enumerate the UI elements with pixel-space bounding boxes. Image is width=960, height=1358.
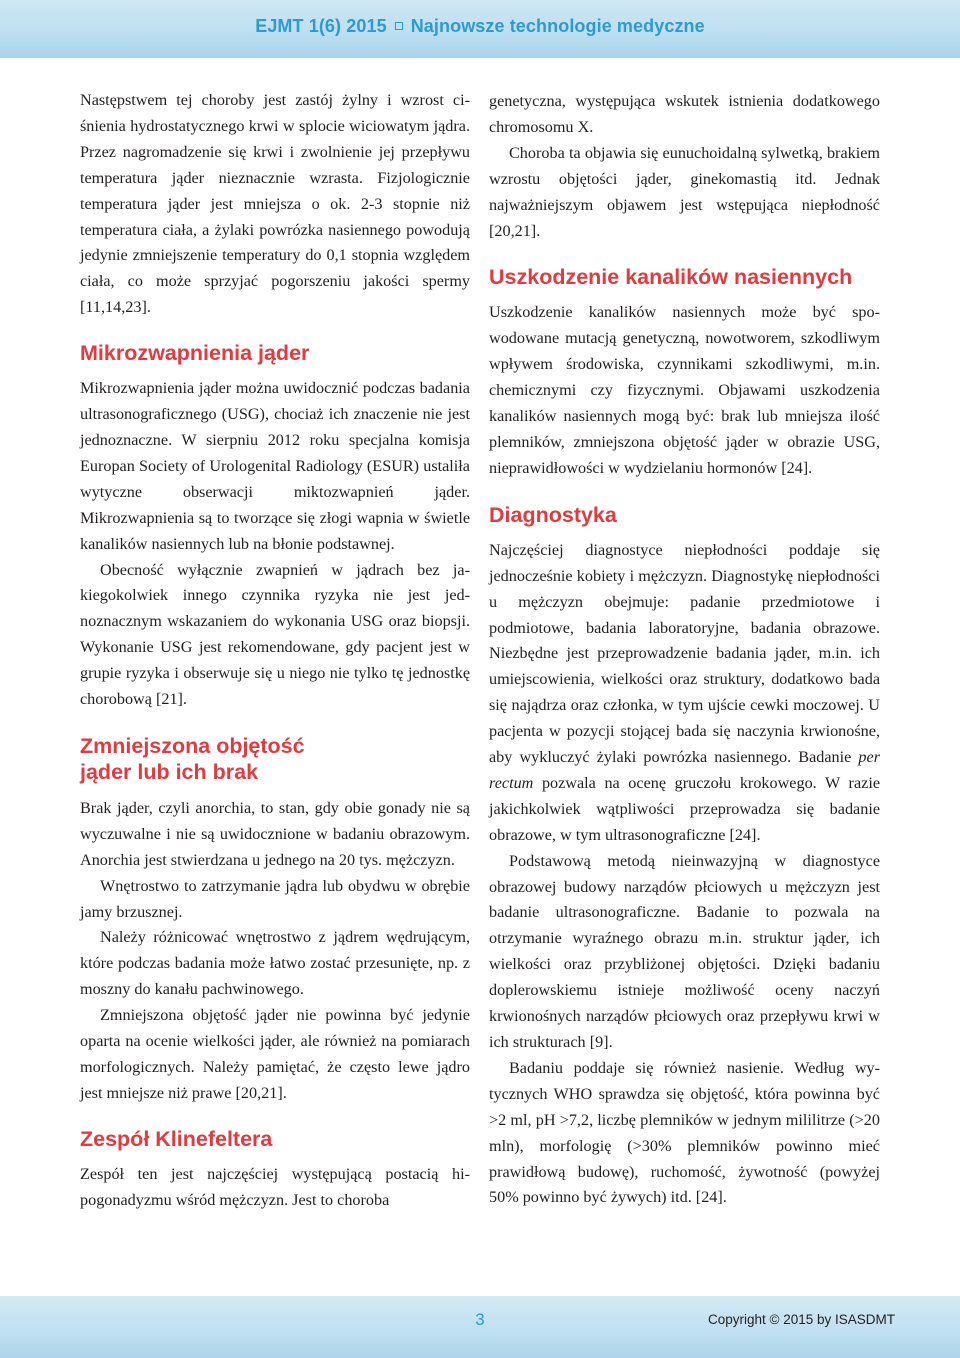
paragraph: Badaniu poddaje się również nasienie. Według wytycznych WHO sprawdza się objętość, która powinna być >2 ml, pH >7,2, liczbę plemników w jednym mililitrze (>20 mln), morfologię (>30% plemników powinno mieć prawidłową budowę), ruchomość, żywotność (powyżej 50% powinno być żywych) itd. [24]. bbox=[489, 1058, 880, 1207]
right-column bbox=[489, 89, 880, 1211]
heading-mikrozwapnienia: Mikrozwapnienia jąder bbox=[80, 341, 310, 366]
paragraph: Wnętrostwo to zatrzymanie jądra lub obydwu w obrębie jamy brzusznej. bbox=[80, 876, 470, 921]
square-bullet-icon bbox=[395, 22, 403, 30]
page-number: 3 bbox=[475, 1310, 485, 1329]
italic-term: per rectum bbox=[489, 748, 880, 792]
running-header bbox=[0, 16, 960, 37]
heading-zmniejszona-objetosc bbox=[80, 733, 470, 785]
journal-title: EJMT 1(6) 2015 bbox=[255, 16, 387, 36]
heading-line: Zmniejszona objętość bbox=[80, 733, 305, 758]
paragraph: Podstawową metodą nieinwazyjną w diagnostyce obrazowej budowy narządów płciowych u mężczyzn jest badanie ultrasonograficzne. Badanie to pozwala na otrzymanie wyraźnego obrazu m.in. struktur jąder, ich wielkości oraz przybliżonej objętości. Dzięki badaniu doplerowskiemu istnieje możliwość oceny naczyń krwionośnych narządów płciowych oraz przepływu krwi w ich strukturach [9]. bbox=[489, 851, 880, 1051]
left-column bbox=[80, 88, 470, 1214]
paragraph: Uszkodzenie kanalików nasiennych może być spowodowane mutacją genetyczną, nowotworem, szkodliwym wpływem środowiska, czynnikami szkodliwymi, m.in. chemicznymi czy fizycznymi. Objawami uszkodzenia kanalików nasiennych mogą być: brak lub mniejsza ilość plemników, zmniejszona objętość jąder w obrazie USG, nieprawidłowości w wydzielaniu hormonów [24]. bbox=[489, 303, 880, 477]
paragraph: Choroba ta objawia się eunuchoidalną sylwetką, brakiem wzrostu objętości jąder, ginekomastią itd. Jednak najważniejszym objawem jest wstępująca niepłodność [20,21]. bbox=[489, 143, 880, 240]
paragraph bbox=[489, 538, 880, 849]
paragraph: Zmniejszona objętość jąder nie powinna być jedynie oparta na ocenie wielkości jąder, ale również na pomiarach morfologicznych. Należy pamiętać, że często lewe jądro jest mniejsze niż prawe [20,21]. bbox=[80, 1006, 470, 1102]
paragraph: Należy różnicować wnętrostwo z jądrem wędrującym, które podczas badania może łatwo zostać przesunięte, np. z moszny do kanału pachwinowego. bbox=[80, 928, 470, 999]
text-run: pozwala na ocenę gruczołu krokowego. W razie jakichkolwiek wątpliwości przeprowadza się badanie obrazowe, w tym ultrasonograficzne [24]. bbox=[489, 773, 880, 844]
paragraph: Mikrozwapnienia jąder można uwidocznić podczas badania ultrasonograficznego (USG), chociaż ich znaczenie nie jest jednoznaczne. W sierpniu 2012 roku specjalna komisja Europan Society of Urologenital Radiology (ESUR) ustaliła wytyczne obserwacji miktozwapnień jąder. Mikrozwapnienia są to tworzące się złogi wapnia w świetle kanalików nasiennych lub na błonie podstawnej. bbox=[80, 379, 470, 553]
paragraph: Zespół ten jest najczęściej występującą postacią hipogonadyzmu wśród mężczyzn. Jest to choroba bbox=[80, 1164, 470, 1209]
heading-uszkodzenie-kanalikow: Uszkodzenie kanalików nasiennych bbox=[489, 265, 853, 290]
text-run: Najczęściej diagnostyce niepłodności poddaje się jednocześnie kobiety i mężczyzn. Diagnostykę niepłodności u mężczyzn obejmuje: padanie przedmiotowe i podmiotowe, badania laboratoryjne, badania obrazowe. Niezbędne jest przeprowadzenie badania jąder, m.in. ich umiejscowienia, wielkości oraz struktury, dodatkowo bada się najądrza oraz członka, w tym ujście cewki moczowej. U pacjenta w pozycji stojącej bada się naczynia krwionośne, aby wykluczyć żylaki powrózka nasiennego. Badanie bbox=[489, 540, 880, 767]
paragraph: Następstwem tej choroby jest zastój żylny i wzrost ciśnienia hydrostatycznego krwi w splocie wiciowatym jądra. Przez nagromadzenie się krwi i zwolnienie jej przepływu temperatura jąder nieznacznie wzrasta. Fizjologicznie temperatura jąder jest mniejsza o ok. 2-3 stopnie niż temperatura ciała, a żylaki powrózka nasiennego powodują jedynie zmniejszenie temperatury do 0,1 stopnia względem ciała, co może sprzyjać pogorszeniu jakości spermy [11,14,23]. bbox=[80, 91, 470, 317]
paragraph: genetyczna, występująca wskutek istnienia dodatkowego chromosomu X. bbox=[489, 92, 880, 136]
heading-line: jąder lub ich brak bbox=[80, 759, 259, 784]
paragraph: Obecność wyłącznie zwapnień w jądrach bez jakiegokolwiek innego czynnika ryzyka nie jest jednoznacznym wskazaniem do wykonania USG oraz biopsji. Wykonanie USG jest rekomendowane, gdy pacjent jest w grupie ryzyka i obserwuje się u niego nie tylko tę jednostkę chorobową [21]. bbox=[80, 560, 470, 709]
paragraph: Brak jąder, czyli anorchia, to stan, gdy obie gonady nie są wyczuwalne i nie są uwidocznione w badaniu obrazowym. Anorchia jest stwierdzana u jednego na 20 tys. mężczyzn. bbox=[80, 798, 470, 869]
heading-diagnostyka: Diagnostyka bbox=[489, 502, 617, 527]
heading-klinefelter: Zespół Klinefeltera bbox=[80, 1126, 273, 1151]
section-title: Najnowsze technologie medyczne bbox=[410, 16, 705, 36]
copyright-notice: Copyright © 2015 by ISASDMT bbox=[707, 1312, 895, 1327]
